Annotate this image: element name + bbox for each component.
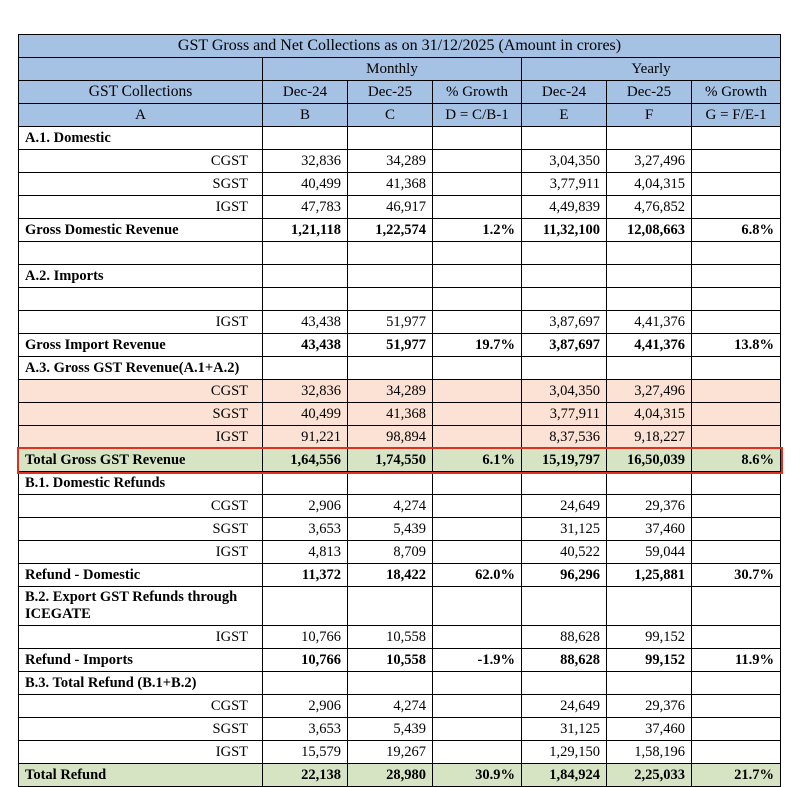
cell-yearly-curr: 2,25,033 (607, 764, 692, 787)
cell-monthly-prev: 47,783 (263, 196, 348, 219)
row-label: Gross Import Revenue (19, 334, 263, 357)
cell-monthly-prev: 1,64,556 (263, 449, 348, 472)
table-row (19, 380, 781, 403)
cell-monthly-growth (433, 626, 522, 649)
table-body (19, 127, 781, 787)
cell-monthly-growth (433, 311, 522, 334)
cell-monthly-growth (433, 518, 522, 541)
cell-monthly-prev: 32,836 (263, 150, 348, 173)
col-letter-c: C (348, 104, 433, 127)
cell-yearly-curr: 37,460 (607, 518, 692, 541)
cell-monthly-prev: 91,221 (263, 426, 348, 449)
col-header-monthly-curr: Dec-25 (348, 81, 433, 104)
cell-yearly-curr (607, 127, 692, 150)
cell-yearly-growth (692, 495, 781, 518)
cell-yearly-prev: 31,125 (522, 518, 607, 541)
table-row (19, 449, 781, 472)
cell-monthly-growth (433, 403, 522, 426)
group-header-row (19, 58, 781, 81)
cell-monthly-curr: 46,917 (348, 196, 433, 219)
table-row (19, 649, 781, 672)
table-row (19, 196, 781, 219)
cell-monthly-prev: 10,766 (263, 649, 348, 672)
cell-monthly-growth: 6.1% (433, 449, 522, 472)
cell-monthly-growth (433, 380, 522, 403)
cell-monthly-growth (433, 357, 522, 380)
cell-monthly-curr: 34,289 (348, 150, 433, 173)
cell-monthly-growth (433, 242, 522, 265)
col-letter-e: E (522, 104, 607, 127)
col-header-monthly-growth: % Growth (433, 81, 522, 104)
cell-monthly-prev: 3,653 (263, 518, 348, 541)
cell-yearly-curr: 9,18,227 (607, 426, 692, 449)
group-header-yearly: Yearly (522, 58, 781, 81)
cell-yearly-growth (692, 472, 781, 495)
cell-monthly-prev (263, 672, 348, 695)
cell-yearly-curr: 16,50,039 (607, 449, 692, 472)
cell-yearly-prev (522, 288, 607, 311)
cell-yearly-growth (692, 242, 781, 265)
cell-yearly-prev: 24,649 (522, 495, 607, 518)
cell-monthly-growth (433, 173, 522, 196)
cell-monthly-prev (263, 587, 348, 626)
cell-monthly-curr: 51,977 (348, 311, 433, 334)
row-label: CGST (19, 150, 263, 173)
table-row (19, 741, 781, 764)
cell-yearly-growth: 13.8% (692, 334, 781, 357)
cell-monthly-prev: 2,906 (263, 695, 348, 718)
cell-monthly-prev: 15,579 (263, 741, 348, 764)
row-label: IGST (19, 741, 263, 764)
cell-yearly-curr: 99,152 (607, 626, 692, 649)
cell-yearly-growth (692, 672, 781, 695)
cell-yearly-growth (692, 380, 781, 403)
cell-yearly-prev (522, 672, 607, 695)
cell-monthly-curr: 5,439 (348, 518, 433, 541)
cell-yearly-prev: 40,522 (522, 541, 607, 564)
cell-yearly-prev: 4,49,839 (522, 196, 607, 219)
table-row (19, 626, 781, 649)
cell-yearly-curr: 29,376 (607, 495, 692, 518)
cell-yearly-prev (522, 265, 607, 288)
row-label (19, 288, 263, 311)
cell-yearly-growth (692, 288, 781, 311)
table-row (19, 495, 781, 518)
cell-yearly-curr (607, 242, 692, 265)
cell-monthly-prev: 32,836 (263, 380, 348, 403)
cell-monthly-curr (348, 265, 433, 288)
row-label: Gross Domestic Revenue (19, 219, 263, 242)
cell-yearly-growth (692, 127, 781, 150)
table-row (19, 357, 781, 380)
cell-yearly-curr: 4,76,852 (607, 196, 692, 219)
cell-monthly-growth (433, 265, 522, 288)
cell-monthly-prev: 10,766 (263, 626, 348, 649)
cell-monthly-curr: 28,980 (348, 764, 433, 787)
cell-yearly-curr (607, 472, 692, 495)
table-row (19, 127, 781, 150)
table-row (19, 718, 781, 741)
cell-monthly-growth (433, 150, 522, 173)
col-header-label: GST Collections (19, 81, 263, 104)
cell-yearly-prev: 3,87,697 (522, 334, 607, 357)
table-row (19, 334, 781, 357)
cell-yearly-prev: 11,32,100 (522, 219, 607, 242)
group-header-blank (19, 58, 263, 81)
cell-monthly-growth (433, 495, 522, 518)
cell-yearly-prev: 8,37,536 (522, 426, 607, 449)
table-row (19, 311, 781, 334)
table-row (19, 541, 781, 564)
cell-monthly-curr (348, 288, 433, 311)
cell-monthly-curr (348, 472, 433, 495)
table-row (19, 426, 781, 449)
row-label: B.2. Export GST Refunds through ICEGATE (19, 587, 263, 626)
row-label: A.1. Domestic (19, 127, 263, 150)
cell-yearly-growth (692, 150, 781, 173)
row-label: IGST (19, 311, 263, 334)
cell-yearly-prev: 3,87,697 (522, 311, 607, 334)
table-row (19, 173, 781, 196)
cell-monthly-growth: 62.0% (433, 564, 522, 587)
table-row (19, 587, 781, 626)
cell-monthly-curr: 51,977 (348, 334, 433, 357)
row-label: IGST (19, 626, 263, 649)
cell-monthly-curr (348, 587, 433, 626)
cell-monthly-prev (263, 288, 348, 311)
cell-yearly-prev: 1,84,924 (522, 764, 607, 787)
cell-yearly-growth: 6.8% (692, 219, 781, 242)
cell-monthly-growth: 19.7% (433, 334, 522, 357)
cell-monthly-prev: 4,813 (263, 541, 348, 564)
cell-yearly-curr (607, 672, 692, 695)
row-label: SGST (19, 173, 263, 196)
col-letter-f: F (607, 104, 692, 127)
cell-yearly-growth (692, 718, 781, 741)
table-row (19, 695, 781, 718)
cell-yearly-curr (607, 288, 692, 311)
table-title-row (19, 35, 781, 58)
cell-yearly-growth (692, 541, 781, 564)
cell-monthly-prev: 40,499 (263, 403, 348, 426)
cell-monthly-curr: 19,267 (348, 741, 433, 764)
cell-yearly-growth (692, 265, 781, 288)
cell-monthly-curr: 4,274 (348, 495, 433, 518)
cell-monthly-curr: 41,368 (348, 403, 433, 426)
cell-yearly-curr: 3,27,496 (607, 380, 692, 403)
cell-yearly-curr: 59,044 (607, 541, 692, 564)
col-header-yearly-curr: Dec-25 (607, 81, 692, 104)
row-label: A.3. Gross GST Revenue(A.1+A.2) (19, 357, 263, 380)
table-row (19, 672, 781, 695)
cell-monthly-growth (433, 718, 522, 741)
cell-monthly-growth (433, 587, 522, 626)
cell-monthly-prev: 2,906 (263, 495, 348, 518)
cell-yearly-curr: 1,25,881 (607, 564, 692, 587)
cell-yearly-growth (692, 426, 781, 449)
col-letter-b: B (263, 104, 348, 127)
table-row (19, 518, 781, 541)
cell-monthly-curr (348, 242, 433, 265)
row-label: Total Gross GST Revenue (19, 449, 263, 472)
cell-yearly-growth (692, 403, 781, 426)
row-label: Total Refund (19, 764, 263, 787)
cell-yearly-prev: 88,628 (522, 626, 607, 649)
cell-monthly-growth (433, 472, 522, 495)
cell-monthly-curr: 98,894 (348, 426, 433, 449)
cell-monthly-prev (263, 127, 348, 150)
cell-yearly-prev: 1,29,150 (522, 741, 607, 764)
cell-yearly-prev: 3,04,350 (522, 150, 607, 173)
table-row (19, 564, 781, 587)
cell-yearly-prev: 88,628 (522, 649, 607, 672)
row-label: IGST (19, 541, 263, 564)
cell-monthly-curr: 10,558 (348, 626, 433, 649)
cell-yearly-curr: 1,58,196 (607, 741, 692, 764)
row-label: Refund - Domestic (19, 564, 263, 587)
cell-monthly-curr (348, 672, 433, 695)
cell-yearly-growth (692, 626, 781, 649)
cell-monthly-growth: 30.9% (433, 764, 522, 787)
cell-yearly-prev: 3,77,911 (522, 403, 607, 426)
row-label: CGST (19, 695, 263, 718)
cell-monthly-growth (433, 672, 522, 695)
table-row (19, 242, 781, 265)
cell-monthly-prev: 43,438 (263, 334, 348, 357)
table-row (19, 150, 781, 173)
cell-monthly-growth (433, 196, 522, 219)
col-header-monthly-prev: Dec-24 (263, 81, 348, 104)
cell-monthly-curr: 1,74,550 (348, 449, 433, 472)
row-label: SGST (19, 403, 263, 426)
table-title: GST Gross and Net Collections as on 31/12/2025 (Amount in crores) (19, 35, 781, 58)
cell-monthly-prev: 22,138 (263, 764, 348, 787)
cell-monthly-prev: 43,438 (263, 311, 348, 334)
cell-yearly-growth: 11.9% (692, 649, 781, 672)
row-label: B.1. Domestic Refunds (19, 472, 263, 495)
cell-yearly-prev: 96,296 (522, 564, 607, 587)
cell-yearly-prev (522, 472, 607, 495)
cell-yearly-growth (692, 196, 781, 219)
cell-monthly-growth (433, 541, 522, 564)
cell-yearly-growth: 8.6% (692, 449, 781, 472)
cell-yearly-prev: 3,77,911 (522, 173, 607, 196)
cell-monthly-prev (263, 265, 348, 288)
table-row (19, 219, 781, 242)
cell-yearly-growth: 30.7% (692, 564, 781, 587)
cell-yearly-prev: 31,125 (522, 718, 607, 741)
cell-yearly-growth: 21.7% (692, 764, 781, 787)
table-row (19, 265, 781, 288)
cell-monthly-prev (263, 242, 348, 265)
cell-yearly-prev (522, 587, 607, 626)
cell-monthly-growth (433, 288, 522, 311)
col-header-yearly-prev: Dec-24 (522, 81, 607, 104)
gst-collections-table (18, 34, 781, 787)
row-label (19, 242, 263, 265)
cell-yearly-curr: 4,41,376 (607, 334, 692, 357)
cell-yearly-prev (522, 127, 607, 150)
row-label: B.3. Total Refund (B.1+B.2) (19, 672, 263, 695)
row-label: SGST (19, 718, 263, 741)
table-row (19, 472, 781, 495)
cell-yearly-curr (607, 587, 692, 626)
cell-yearly-growth (692, 518, 781, 541)
row-label: CGST (19, 495, 263, 518)
cell-yearly-curr: 29,376 (607, 695, 692, 718)
cell-yearly-curr: 37,460 (607, 718, 692, 741)
group-header-monthly: Monthly (263, 58, 522, 81)
cell-monthly-growth: 1.2% (433, 219, 522, 242)
row-label: Refund - Imports (19, 649, 263, 672)
cell-monthly-prev: 3,653 (263, 718, 348, 741)
cell-monthly-growth (433, 695, 522, 718)
cell-monthly-prev (263, 357, 348, 380)
cell-yearly-curr (607, 357, 692, 380)
cell-monthly-curr: 8,709 (348, 541, 433, 564)
cell-yearly-growth (692, 311, 781, 334)
cell-yearly-curr: 3,27,496 (607, 150, 692, 173)
cell-yearly-prev: 24,649 (522, 695, 607, 718)
row-label: IGST (19, 426, 263, 449)
cell-monthly-curr: 10,558 (348, 649, 433, 672)
cell-monthly-curr (348, 127, 433, 150)
cell-monthly-prev: 1,21,118 (263, 219, 348, 242)
cell-monthly-prev (263, 472, 348, 495)
cell-yearly-curr (607, 265, 692, 288)
cell-monthly-prev: 40,499 (263, 173, 348, 196)
row-label: SGST (19, 518, 263, 541)
cell-yearly-prev: 3,04,350 (522, 380, 607, 403)
cell-yearly-prev (522, 242, 607, 265)
cell-yearly-growth (692, 695, 781, 718)
table-row (19, 403, 781, 426)
cell-yearly-growth (692, 741, 781, 764)
cell-monthly-curr: 41,368 (348, 173, 433, 196)
cell-yearly-growth (692, 357, 781, 380)
cell-yearly-curr: 4,04,315 (607, 173, 692, 196)
col-header-yearly-growth: % Growth (692, 81, 781, 104)
cell-monthly-curr (348, 357, 433, 380)
cell-monthly-curr: 18,422 (348, 564, 433, 587)
cell-monthly-growth (433, 741, 522, 764)
cell-monthly-curr: 5,439 (348, 718, 433, 741)
cell-yearly-growth (692, 173, 781, 196)
cell-monthly-curr: 4,274 (348, 695, 433, 718)
cell-monthly-growth (433, 127, 522, 150)
cell-monthly-curr: 1,22,574 (348, 219, 433, 242)
cell-monthly-growth (433, 426, 522, 449)
cell-yearly-prev: 15,19,797 (522, 449, 607, 472)
cell-yearly-curr: 4,04,315 (607, 403, 692, 426)
row-label: A.2. Imports (19, 265, 263, 288)
cell-yearly-curr: 12,08,663 (607, 219, 692, 242)
cell-yearly-growth (692, 587, 781, 626)
col-letter-d: D = C/B-1 (433, 104, 522, 127)
cell-yearly-curr: 4,41,376 (607, 311, 692, 334)
col-letter-g: G = F/E-1 (692, 104, 781, 127)
row-label: CGST (19, 380, 263, 403)
table-row (19, 288, 781, 311)
cell-monthly-prev: 11,372 (263, 564, 348, 587)
column-letter-row (19, 104, 781, 127)
cell-monthly-growth: -1.9% (433, 649, 522, 672)
cell-monthly-curr: 34,289 (348, 380, 433, 403)
table-row (19, 764, 781, 787)
row-label: IGST (19, 196, 263, 219)
cell-yearly-curr: 99,152 (607, 649, 692, 672)
column-header-row (19, 81, 781, 104)
cell-yearly-prev (522, 357, 607, 380)
col-letter-label: A (19, 104, 263, 127)
